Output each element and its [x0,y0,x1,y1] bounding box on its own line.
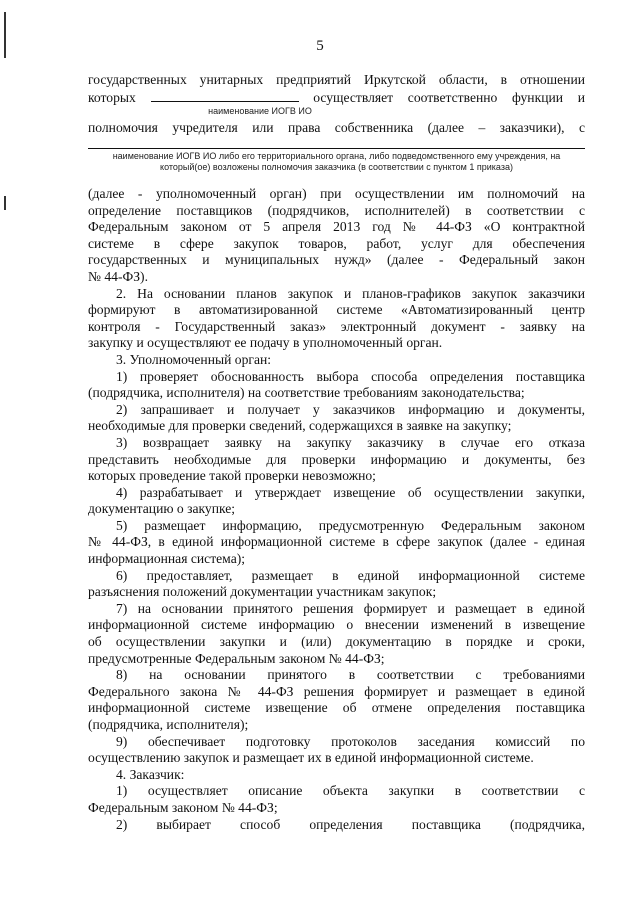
body-line: (далее - уполномоченный орган) при осуществлении им полномочий на [88,186,585,201]
body-line: Федеральным законом от 5 апреля 2013 год № 44-ФЗ «О контрактной [88,219,585,235]
body-line: документацию о закупке; [88,501,236,517]
body-line: разъяснения положений документации участникам закупок; [88,584,437,600]
body-line: 5) размещает информацию, предусмотренную Федеральным законом [116,517,585,533]
body-line: 1) проверяет обоснованность выбора способа определения поставщика [116,368,585,384]
page-number: 5 [316,38,324,54]
body-line: которых проведение такой проверки невозможно; [88,468,376,484]
body-line: 2) запрашивает и получает у заказчиков информацию и документы, [116,401,585,417]
header-block [88,72,585,105]
header-line-2 [88,89,585,106]
body-line: контроля - Государственный заказ» электронный документ - заявку на [88,318,585,334]
body-line: 4. Заказчик: [116,766,185,782]
body-line: Федеральным законом № 44-ФЗ; [88,799,278,815]
body-line: об осуществлении закупки и (или) документацию в порядке и сроки, [88,634,585,650]
body-line: определение поставщиков (подрядчиков, исполнителей) в соответствии с [88,202,585,218]
body-line: № 44-ФЗ). [88,268,148,284]
header-line-2-end: осуществляет соответственно функции и [313,89,585,105]
caption-iogv: наименование ИОГВ ИО [208,106,312,116]
body-line: 2) выбирает способ определения поставщика (подрядчика, [116,816,585,832]
body-line: закупку и осуществляют ее подачу в уполномоченный орган. [88,335,443,351]
body-line: 4) разрабатывает и утверждает извещение об осуществлении закупки, [116,484,585,500]
header-line-3: полномочия учредителя или права собственника (далее – заказчики), с [88,120,585,135]
body-line: представить необходимые для проверки информацию и документы, без [88,451,585,467]
body-line: информационной системе извещение об отмене определения поставщика [88,700,585,716]
header-line-2-start: которых [88,89,136,105]
caption-organ-line-2: который(ое) возложены полномочия заказчика (в соответствии с пунктом 1 приказа) [160,162,513,172]
body-line: системе в сфере закупок товаров, работ, услуг для обеспечения [88,235,585,251]
body-line: осуществлению закупок и размещает их в единой информационной системе. [88,750,534,766]
body-line: формируют в автоматизированной системе «Автоматизированный центр [88,302,585,318]
body-line: 8) на основании принятого в соответствии с требованиями [116,667,585,683]
body-line: 2. На основании планов закупок и планов-графиков закупок заказчики [116,285,585,301]
body-line: (подрядчика, исполнителя) на соответствие требованиям законодательства; [88,385,525,401]
scan-edge-mark [4,196,6,210]
caption-organ-line-1: наименование ИОГВ ИО либо его территориального органа, либо подведомственного ему учреждения, на [112,151,561,161]
fill-in-blank [151,89,299,102]
body-line: (подрядчика, исполнителя); [88,717,249,732]
main-body-text [88,186,585,833]
body-line: 9) обеспечивает подготовку протоколов заседания комиссий по [116,733,585,749]
body-line: предусмотренные Федеральным законом № 44-ФЗ; [88,650,385,666]
body-line: 7) на основании принятого решения формирует и размещает в единой [116,600,585,616]
body-line: информационная система); [88,551,246,567]
body-line: необходимые для проверки сведений, содержащихся в заявке на закупку; [88,418,512,434]
body-line: информационной системе информацию о внесении изменений в извещение [88,617,585,633]
fill-in-rule [88,148,585,149]
body-line: Федерального закона № 44-ФЗ решения формирует и размещает в единой [88,683,585,699]
body-line: государственных и муниципальных нужд» (далее - Федеральный закон [88,252,585,268]
body-line: 3) возвращает заявку на закупку заказчику в случае его отказа [116,434,585,450]
body-line: 3. Уполномоченный орган: [116,351,272,367]
body-line: 1) осуществляет описание объекта закупки в соответствии с [116,783,585,799]
header-block-2 [88,120,585,137]
body-line: 6) предоставляет, размещает в единой информационной системе [116,567,585,583]
body-line: № 44-ФЗ, в единой информационной системе в сфере закупок (далее - единая [88,534,585,550]
header-line-1: государственных унитарных предприятий Иркутской области, в отношении [88,72,585,87]
